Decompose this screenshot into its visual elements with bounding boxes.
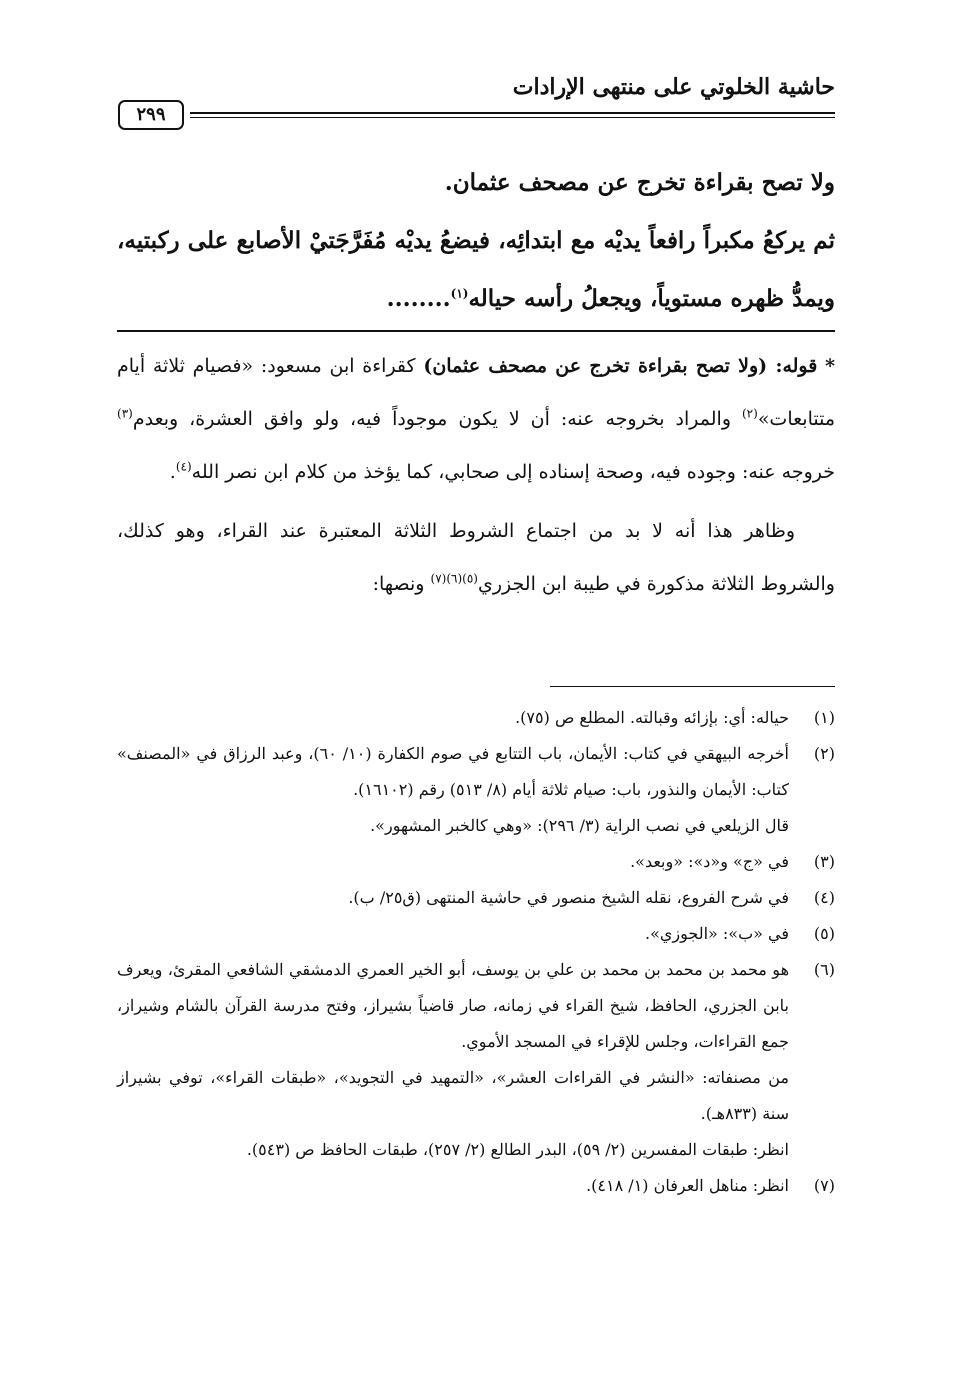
footnote-7 [117,1168,835,1204]
footnote-1 [117,700,835,736]
footnote-number: (٥) [813,924,835,943]
commentary-lead: قوله: (ولا تصح بقراءة تخرج عن مصحف عثمان) [423,355,818,377]
commentary-paragraph-2 [117,505,835,611]
footnote-4 [117,880,835,916]
commentary-text-c: خروجه عنه: وجوده فيه، وصحة إسناده إلى صحابي، كما يؤخذ من كلام ابن نصر الله [191,461,835,483]
ellipsis-dots: ........ [386,285,451,312]
commentary-text-a: كقراءة ابن مسعود: «فصيام ثلاثة أيام متتابعات» [117,355,835,430]
footnote-5 [117,916,835,952]
footnote-line: من مصنفاته: «النشر في القراءات العشر»، «التمهيد في التجويد»، «طبقات القراء»، توفي بشيراز سنة (٨٣٣هـ). [117,1068,789,1123]
footnote-line: قال الزيلعي في نصب الراية (٣/ ٢٩٦): «وهي كالخبر المشهور». [370,816,789,835]
main-divider [117,330,835,332]
footnote-line: حياله: أي: بإزائه وقبالته. المطلع ص (٧٥). [515,708,789,727]
footnote-number: (١) [813,708,835,727]
footnote-line: هو محمد بن محمد بن محمد بن علي بن يوسف، أبو الخير العمري الدمشقي الشافعي المقرئ، ويعرف بابن الجزري، الحافظ، شيخ القراء في زمانه، صار قاضياً بشيراز، وفتح مدرسة القرآن بالشام وشيراز، جمع القراءات، وجلس للإقراء في المسجد الأموي. [117,960,789,1051]
footnote-ref-5-6-7: (٥)(٦)(٧) [430,571,478,586]
footnote-line: في «ج» و«د»: «وبعد». [630,852,789,871]
footnote-line: انظر: طبقات المفسرين (٢/ ٥٩)، البدر الطالع (٢/ ٢٥٧)، طبقات الحافظ ص (٥٤٣). [246,1140,789,1159]
footnote-number: (٧) [813,1176,835,1195]
footnote-2 [117,736,835,844]
commentary-text-f: ونصها: [372,573,431,595]
footnote-divider [550,686,835,687]
page-number: ٢٩٩ [118,100,184,130]
footnote-line: أخرجه البيهقي في كتاب: الأيمان، باب التتابع في صوم الكفارة (١٠/ ٦٠)، وعبد الرزاق في «المصنف» كتاب: الأيمان والنذور، باب: صيام ثلاثة أيام (٨/ ٥١٣) رقم (١٦١٠٢). [117,744,789,799]
footnote-line: انظر: مناهل العرفان (١/ ٤١٨). [586,1176,789,1195]
footnote-ref-3: (٣) [117,406,133,421]
header-rule-thin [190,117,835,118]
commentary-text-b: والمراد بخروجه عنه: أن لا يكون موجوداً فيه، ولو وافق العشرة، وبعدم [132,408,742,430]
footnote-ref-4: (٤) [175,459,192,474]
main-text [117,154,835,328]
footnote-ref-2: (٢) [741,406,758,421]
commentary-paragraph-1 [117,340,835,499]
commentary-text-e: وظاهر هذا أنه لا بد من اجتماع الشروط الثلاثة المعتبرة عند القراء، وهو كذلك، والشروط الثلاثة مذكورة في طيبة ابن الجزري [117,520,835,595]
main-line-1: ولا تصح بقراءة تخرج عن مصحف عثمان. [444,169,835,196]
footnote-number: (٣) [813,852,835,871]
footnotes [117,700,835,1204]
footnote-number: (٦) [813,960,835,979]
star-marker: * [825,355,836,377]
main-paragraph-2 [117,212,835,328]
commentary-text-d: . [169,461,176,483]
commentary [117,340,835,611]
footnote-line: في شرح الفروع، نقله الشيخ منصور في حاشية المنتهى (ق٢٥/ ب). [348,888,789,907]
header-rule [190,112,835,114]
footnote-number: (٢) [813,744,835,763]
footnote-ref-1: (١) [450,286,469,301]
footnote-3 [117,844,835,880]
main-paragraph-2-text: ثم يركعُ مكبراً رافعاً يديْه مع ابتدائِه، فيضعُ يديْه مُفَرَّجَتيْ الأصابع على ركبتيه، ويمدُّ ظهره مستوياً، ويجعلُ رأسه حياله [117,227,835,312]
footnote-6 [117,952,835,1168]
footnote-line: في «ب»: «الجوزي». [644,924,789,943]
running-header [118,74,835,128]
footnote-number: (٤) [813,888,835,907]
running-title: حاشية الخلوتي على منتهى الإرادات [512,74,835,100]
